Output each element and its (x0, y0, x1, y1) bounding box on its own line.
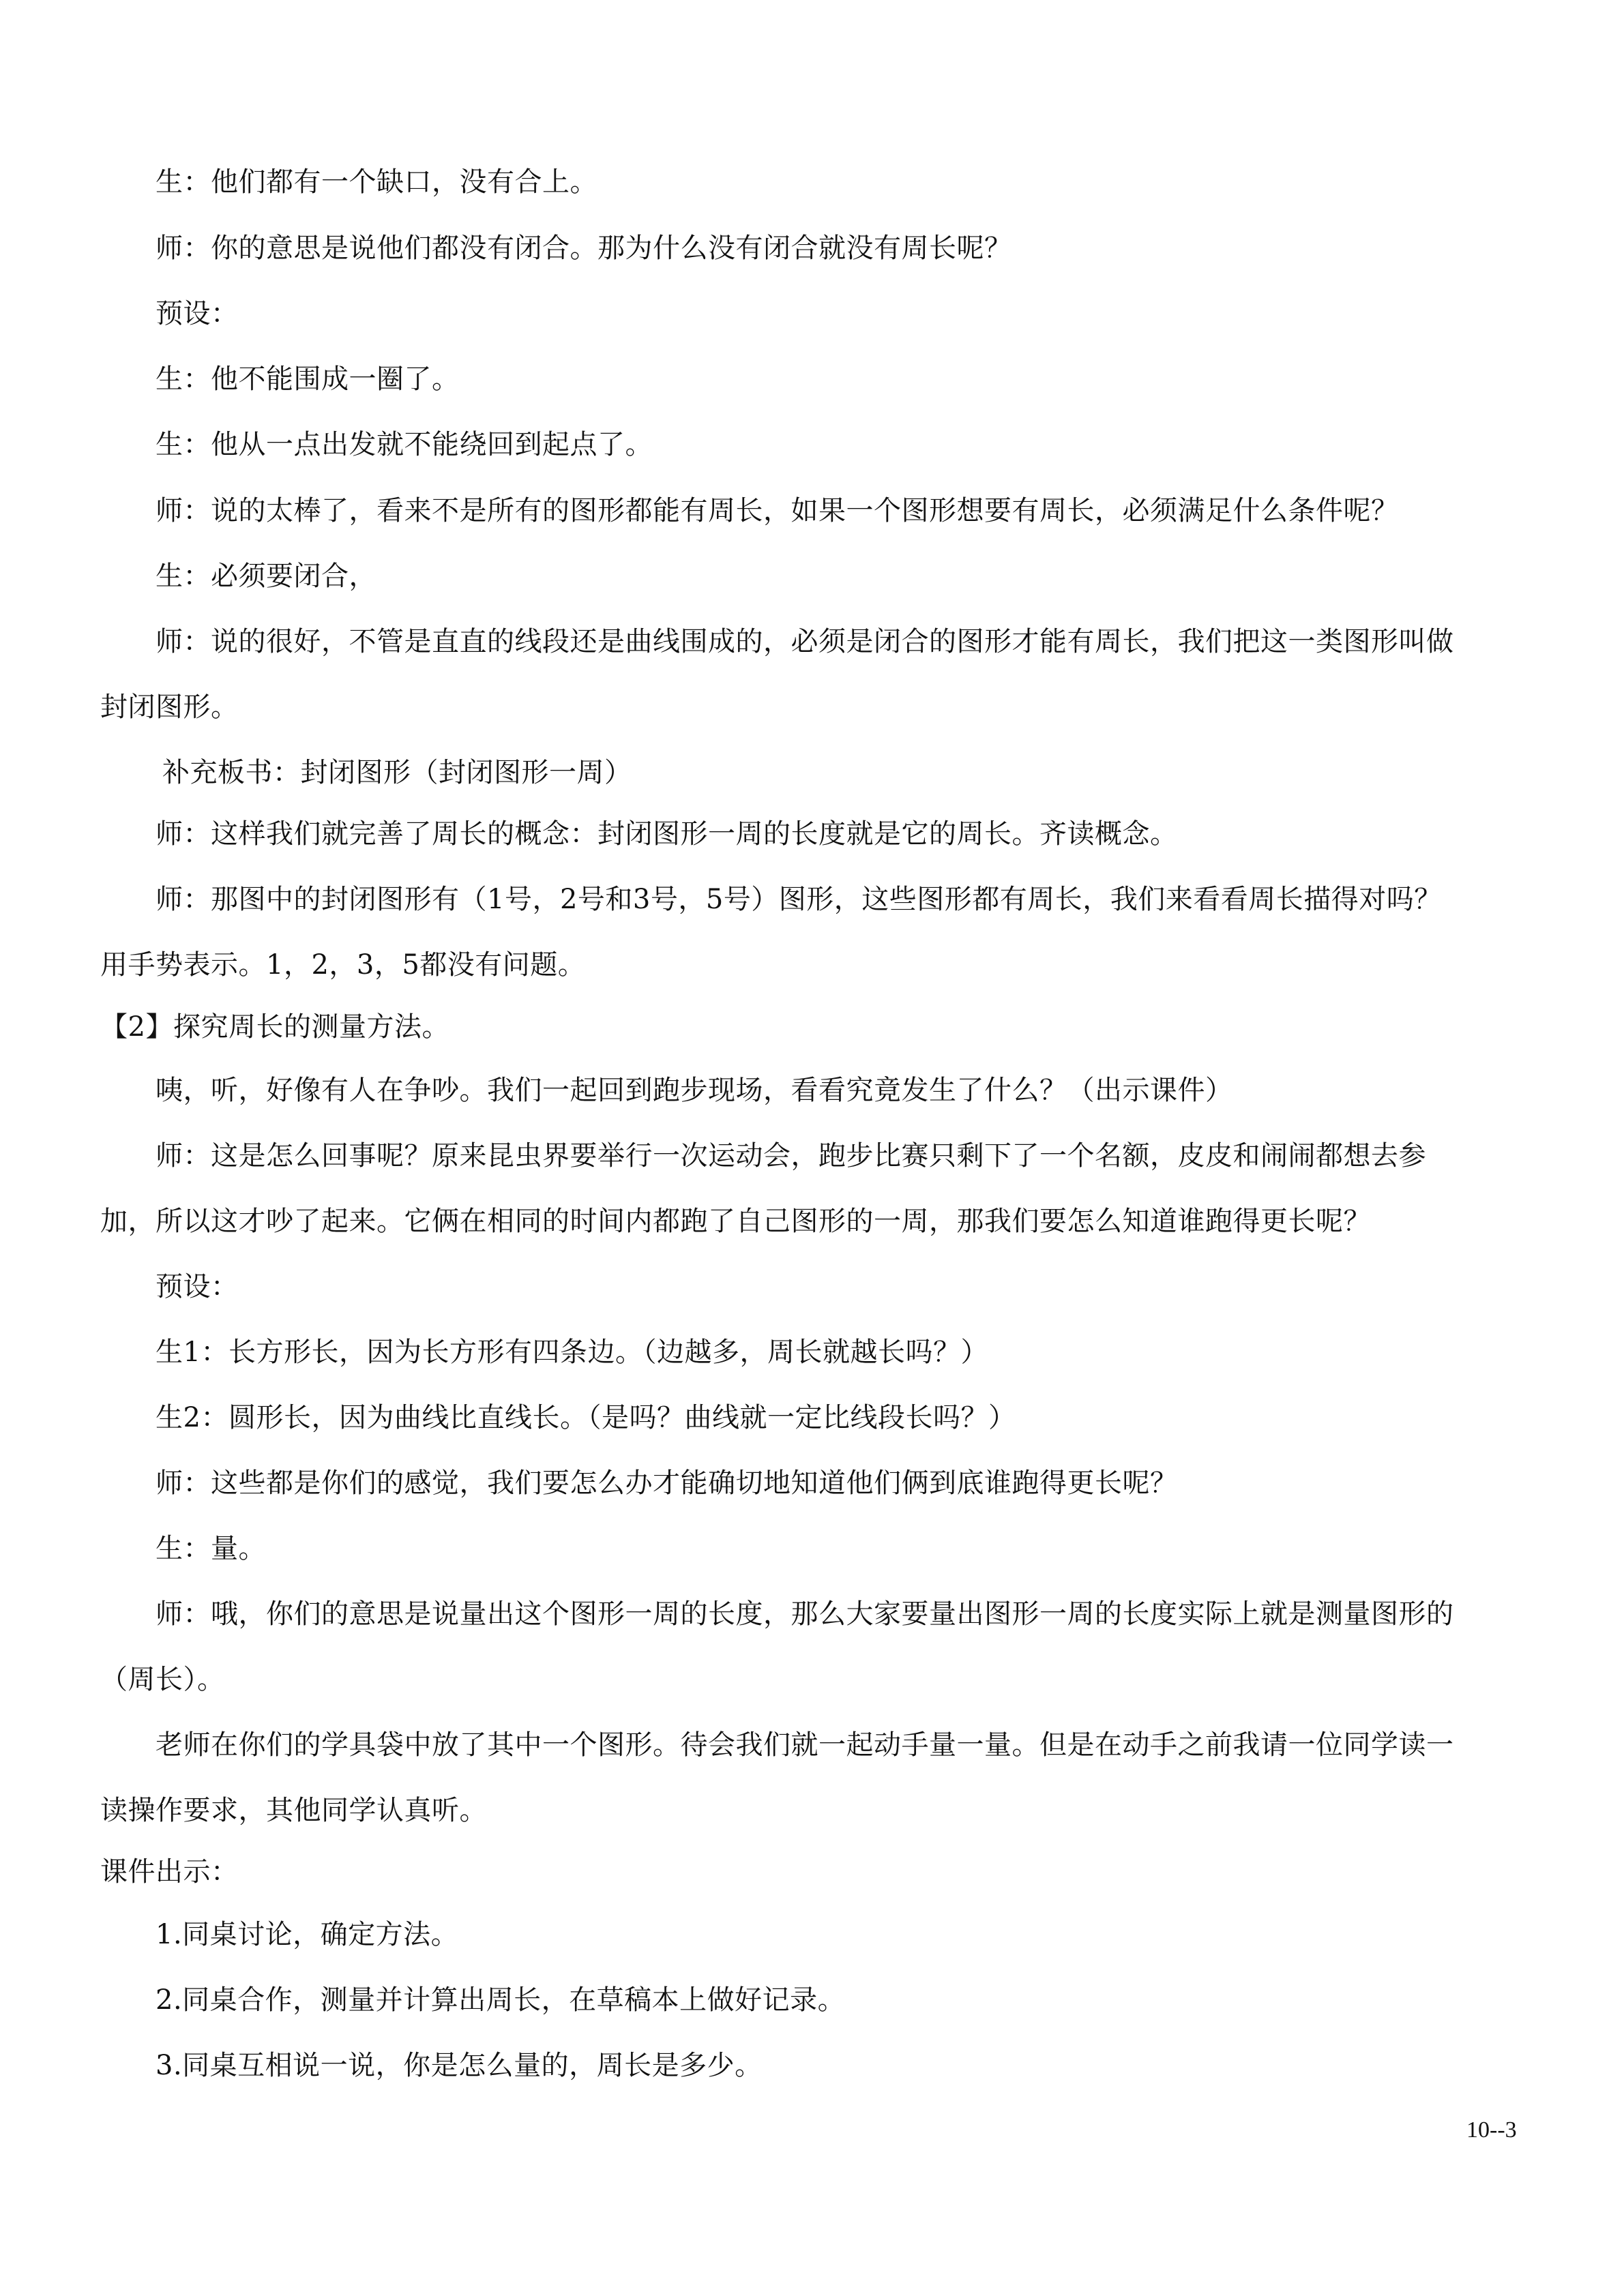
text-line: 师：那图中的封闭图形有（1号，2号和3号，5号）图形，这些图形都有周长，我们来看看周长描得对吗？ (156, 884, 1442, 915)
list-item: 2.同桌合作，测量并计算出周长，在草稿本上做好记录。 (156, 1984, 846, 2016)
text-line: 师：哦，你们的意思是说量出这个图形一周的长度，那么大家要量出图形一周的长度实际上就是测量图形的 (156, 1598, 1454, 1630)
text-line: 生：他们都有一个缺口，没有合上。 (156, 166, 597, 198)
text-line: 生2：圆形长，因为曲线比直线长。（是吗？曲线就一定比线段长吗？） (156, 1402, 1016, 1433)
text-line: 预设： (156, 298, 239, 329)
text-line: 师：你的意思是说他们都没有闭合。那为什么没有闭合就没有周长呢？ (156, 233, 1012, 264)
text-line: 咦，听，好像有人在争吵。我们一起回到跑步现场，看看究竟发生了什么？（出示课件） (156, 1075, 1233, 1106)
text-line: 师：说的太棒了，看来不是所有的图形都能有周长，如果一个图形想要有周长，必须满足什么条件呢？ (156, 495, 1399, 526)
text-line: 读操作要求，其他同学认真听。 (100, 1795, 487, 1826)
text-line: 封闭图形。 (100, 691, 239, 723)
text-line: 加，所以这才吵了起来。它俩在相同的时间内都跑了自己图形的一周，那我们要怎么知道谁跑得更长呢？ (100, 1206, 1371, 1237)
text-line: 生：量。 (156, 1533, 266, 1564)
text-line: （周长）。 (100, 1664, 225, 1695)
text-line: 生：他从一点出发就不能绕回到起点了。 (156, 429, 653, 460)
list-item: 1.同桌讨论，确定方法。 (156, 1919, 459, 1950)
page-number: 10--3 (1466, 2117, 1517, 2143)
text-line: 预设： (156, 1271, 239, 1302)
section-heading: 【2】探究周长的测量方法。 (100, 1011, 449, 1043)
text-line: 生：他不能围成一圈了。 (156, 363, 460, 395)
text-line: 课件出示： (100, 1856, 239, 1888)
list-item: 3.同桌互相说一说，你是怎么量的，周长是多少。 (156, 2050, 763, 2081)
text-line: 补充板书：封闭图形（封闭图形一周） (162, 757, 632, 788)
text-line: 生：必须要闭合， (156, 561, 377, 592)
text-line: 用手势表示。1，2，3，5都没有问题。 (100, 949, 586, 981)
text-line: 师：这是怎么回事呢？原来昆虫界要举行一次运动会，跑步比赛只剩下了一个名额，皮皮和闹闹都想去参 (156, 1140, 1426, 1172)
text-line: 师：这些都是你们的感觉，我们要怎么办才能确切地知道他们俩到底谁跑得更长呢？ (156, 1467, 1178, 1499)
text-line: 师：这样我们就完善了周长的概念：封闭图形一周的长度就是它的周长。齐读概念。 (156, 818, 1178, 850)
text-line: 生1：长方形长，因为长方形有四条边。（边越多，周长就越长吗？） (156, 1337, 988, 1368)
text-line: 师：说的很好，不管是直直的线段还是曲线围成的，必须是闭合的图形才能有周长，我们把这一类图形叫做 (156, 626, 1454, 657)
text-line: 老师在你们的学具袋中放了其中一个图形。待会我们就一起动手量一量。但是在动手之前我请一位同学读一 (156, 1729, 1454, 1761)
